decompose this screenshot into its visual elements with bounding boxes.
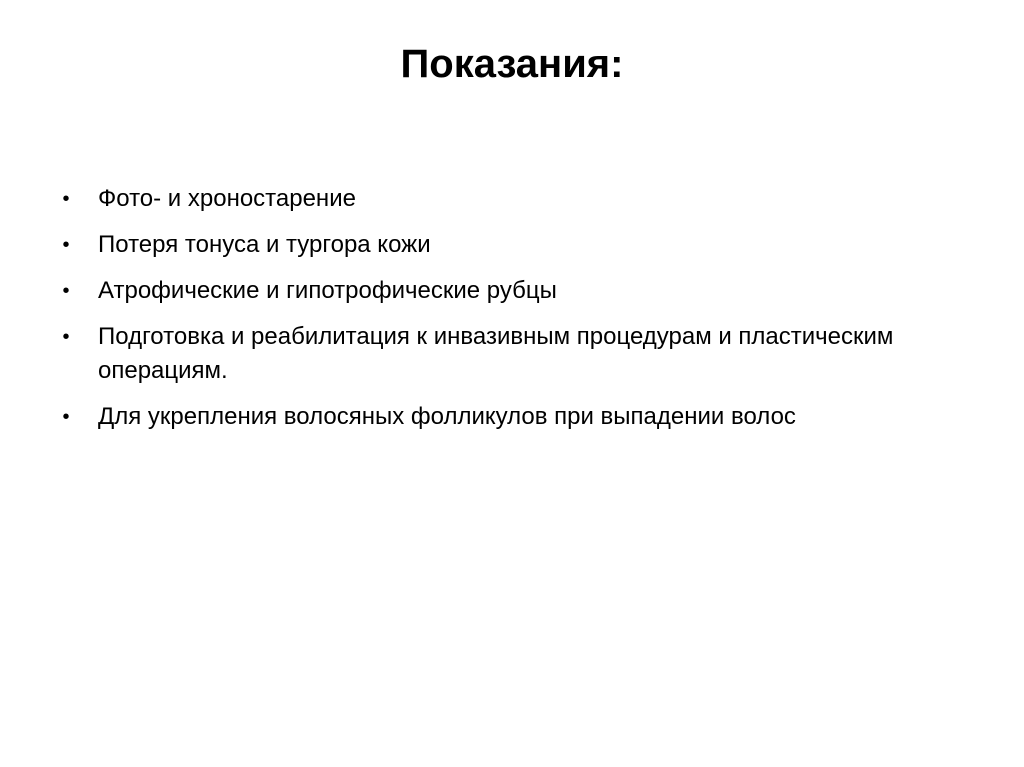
list-item — [56, 228, 956, 262]
list-item-text: Подготовка и реабилитация к инвазивным процедурам и пластическим операциям. — [98, 323, 894, 384]
bullet-list — [56, 182, 956, 446]
list-item — [56, 182, 956, 216]
list-item-text: Потеря тонуса и тургора кожи — [98, 231, 431, 258]
bullet-icon: • — [62, 234, 70, 256]
bullet-icon: • — [62, 326, 70, 348]
list-item-text: Атрофические и гипотрофические рубцы — [98, 277, 557, 304]
slide-title: Показания: — [400, 42, 624, 86]
list-item-text: Для укрепления волосяных фолликулов при выпадении волос — [98, 403, 796, 430]
list-item — [56, 320, 956, 388]
list-item-text: Фото- и хроностарение — [98, 185, 356, 212]
bullet-icon: • — [62, 406, 70, 428]
bullet-icon: • — [62, 280, 70, 302]
bullet-icon: • — [62, 188, 70, 210]
list-item — [56, 274, 956, 308]
list-item — [56, 400, 956, 434]
